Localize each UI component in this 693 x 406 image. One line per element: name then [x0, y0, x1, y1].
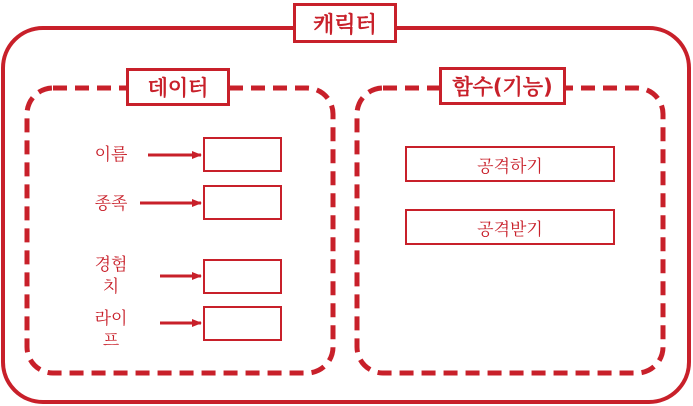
label-name: 이름 — [94, 145, 128, 165]
field-exp — [203, 259, 282, 294]
function-panel-title: 함수(기능) — [439, 67, 566, 105]
field-name — [203, 137, 282, 172]
label-life-line1: 라이 — [94, 309, 128, 329]
data-panel-title: 데이터 — [126, 68, 230, 106]
character-title: 캐릭터 — [293, 3, 397, 43]
attack-function: 공격하기 — [405, 146, 615, 182]
field-race — [203, 185, 282, 220]
receive-attack-function: 공격받기 — [405, 209, 615, 245]
label-exp-line2: 치 — [102, 277, 120, 297]
field-life — [203, 306, 282, 341]
data-panel-border — [27, 88, 333, 373]
label-exp-line1: 경험 — [94, 255, 128, 275]
label-life-line2: 프 — [102, 331, 120, 351]
label-race: 종족 — [94, 194, 128, 214]
